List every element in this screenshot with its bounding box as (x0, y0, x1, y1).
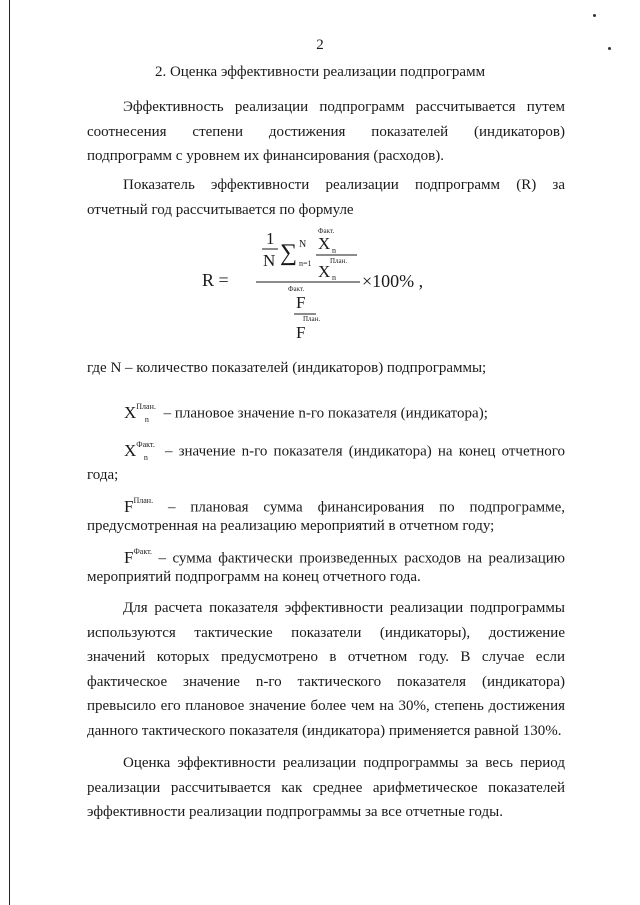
definition-x-fact (124, 435, 565, 471)
section-heading: 2. Оценка эффективности реализации подпрограмм (154, 64, 486, 80)
formula-plan-label-f: План. (303, 315, 321, 323)
definition-x-plan-text: – плановое значение n-го показателя (индикатора); (163, 405, 488, 422)
formula-x-bottom-sub: n (332, 273, 336, 282)
definition-f-plan (124, 491, 565, 520)
formula-x-bottom: X (318, 262, 331, 281)
definition-f-fact-continuation: мероприятий подпрограмм на конец отчетного года. (87, 569, 421, 585)
definition-x-fact-text: – значение n-го показателя (индикатора) на конец отчетного (164, 443, 565, 460)
symbol-x-fact: $X^{Факт.}_n$ (124, 440, 155, 463)
symbol-f-plan: $F^{План.}$ (124, 496, 154, 516)
formula-sum-bottom: n=1 (299, 259, 312, 268)
formula-fact-label: Факт. (318, 227, 335, 235)
definition-x-fact-continuation: года; (87, 467, 119, 483)
formula-n: N (263, 251, 276, 270)
formula-multiplier: ×100% , (362, 271, 424, 291)
definition-f-fact-text: – сумма фактически произведенных расходов на реализацию (158, 550, 565, 567)
formula-f-bottom: F (296, 323, 306, 342)
formula-lhs: R = (202, 270, 229, 290)
paragraph-tactical-indicators: Для расчета показателя эффективности реализации подпрограммы используются тактические показатели (индикаторы), достижение значений которых предусмотрено в отчетном году. В случае если фактическое значение n-го тактического показателя (индикатора) превысило его плановое значение более чем на 30%, степень достижения данного тактического показателя (индикатора) применяется равной 130%. (87, 600, 565, 739)
formula-fact-label-f: Факт. (288, 285, 305, 293)
symbol-f-fact: $F^{Факт.}$ (124, 547, 153, 567)
symbol-x-plan: $X^{План.}_n$ (124, 402, 156, 425)
formula-sum-top: N (299, 239, 307, 250)
page-number: 2 (316, 37, 324, 53)
paragraph-formula-intro: Показатель эффективности реализации подпрограмм (R) за отчетный год рассчитывается по формуле (87, 177, 565, 218)
definition-f-plan-continuation: предусмотренная на реализацию мероприятий в отчетном году; (87, 518, 495, 534)
paragraph-period-evaluation: Оценка эффективности реализации подпрограммы за весь период реализации рассчитывается как среднее арифметическое показателей эффективности реализации подпрограммы за все отчетные годы. (87, 755, 565, 820)
paragraph-intro: Эффективность реализации подпрограмм рассчитывается путем соотнесения степени достижения показателей (индикаторов) подпрограмм с уровнем их финансирования (расходов). (87, 99, 565, 164)
formula-x-top: X (318, 234, 331, 253)
formula-one: 1 (266, 229, 275, 248)
where-line: где N – количество показателей (индикаторов) подпрограммы; (87, 360, 487, 376)
scan-edge-line (9, 0, 10, 905)
formula-plan-label: План. (330, 257, 348, 265)
formula-f-top: F (296, 293, 306, 312)
efficiency-formula (200, 222, 460, 348)
definition-f-plan-text: – плановая сумма финансирования по подпрограмме, (167, 499, 565, 516)
formula-sigma: ∑ (280, 240, 298, 266)
scan-dot (593, 14, 596, 17)
definition-f-fact (124, 542, 565, 571)
definition-x-plan (124, 397, 564, 433)
formula-x-top-sub: n (332, 246, 336, 255)
